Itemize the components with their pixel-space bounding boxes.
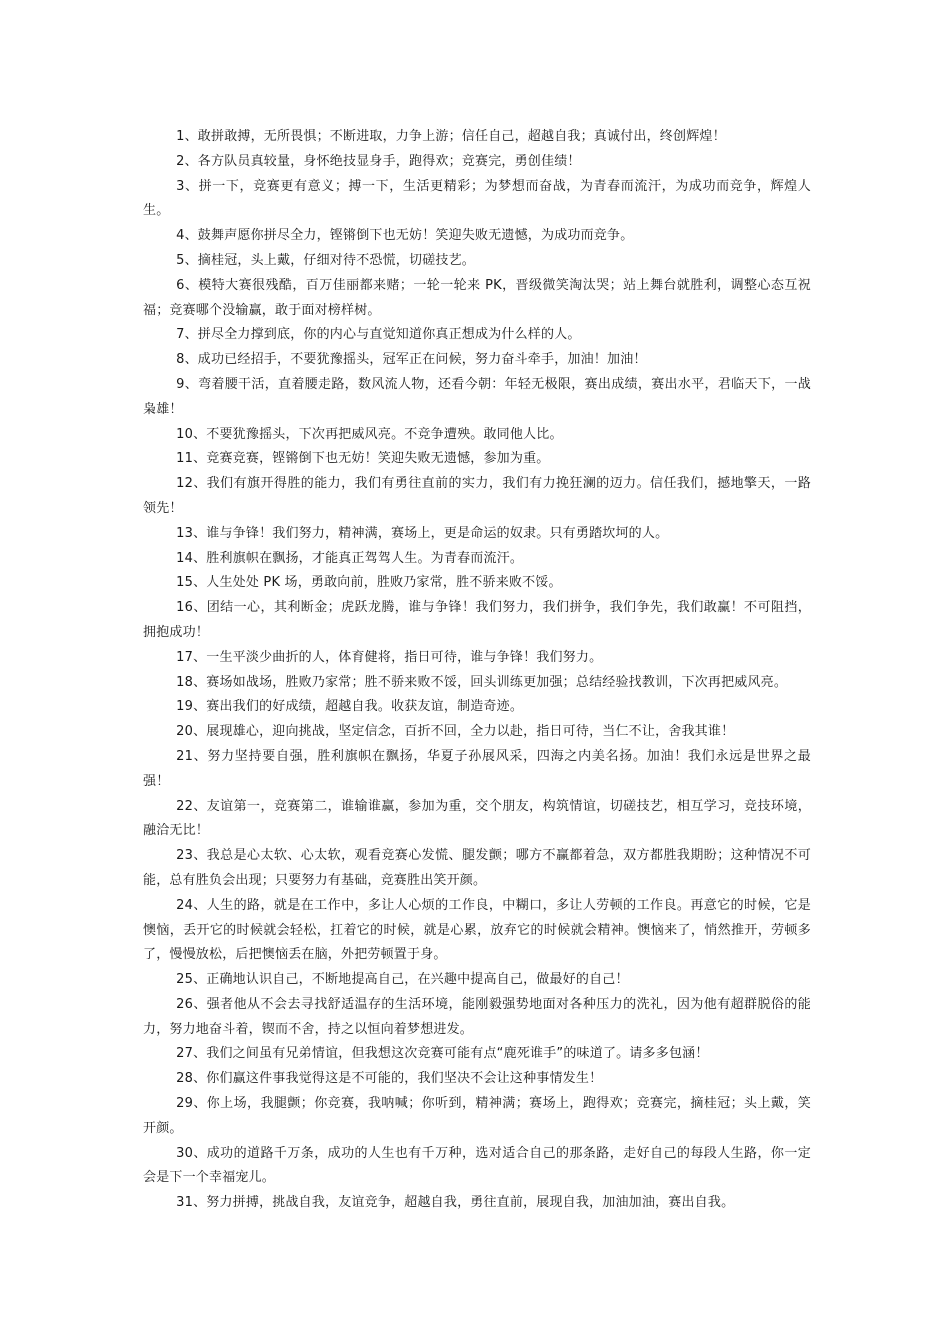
slogan-paragraph: 14、胜利旗帜在飘扬，才能真正驾驾人生。为青春而流汗。 [176, 550, 524, 566]
slogan-paragraph: 17、一生平淡少曲折的人，体育健将，指日可待，谁与争锋！我们努力。 [176, 649, 603, 665]
slogan-paragraph: 30、成功的道路千万条，成功的人生也有千万种，选对适合自己的那条路，走好自己的每段人生路，你一定会是下一个幸福宠儿。 [143, 1145, 811, 1186]
slogan-paragraph: 11、竞赛竞赛，铿锵倒下也无妨！笑迎失败无遗憾，参加为重。 [176, 451, 550, 467]
slogan-paragraph: 9、弯着腰干活，直着腰走路，数风流人物，还看今朝：年轻无极限，赛出成绩，赛出水平，君临天下，一战枭雄！ [143, 376, 811, 417]
slogan-paragraph: 5、摘桂冠，头上戴，仔细对待不恐慌，切磋技艺。 [176, 252, 476, 268]
slogan-paragraph: 21、努力坚持要自强，胜利旗帜在飘扬，华夏子孙展风采，四海之内美名扬。加油！我们永远是世界之最强！ [143, 748, 811, 789]
slogan-paragraph: 3、拼一下，竞赛更有意义；搏一下，生活更精彩；为梦想而奋战，为青春而流汗，为成功而竞争，辉煌人生。 [143, 178, 811, 219]
slogan-paragraph: 19、赛出我们的好成绩，超越自我。收获友谊，制造奇迹。 [176, 699, 524, 715]
slogan-paragraph: 15、人生处处 PK 场，勇敢向前，胜败乃家常，胜不骄来败不馁。 [176, 575, 562, 591]
slogan-paragraph: 31、努力拼搏，挑战自我，友谊竞争，超越自我，勇往直前，展现自我，加油加油，赛出自我。 [176, 1195, 735, 1211]
slogan-paragraph: 16、团结一心，其利断金；虎跃龙腾，谁与争锋！我们努力，我们拼争，我们争先，我们敢赢！不可阻挡，拥抱成功！ [143, 600, 811, 640]
slogan-list [143, 125, 811, 1216]
slogan-paragraph: 10、不要犹豫摇头，下次再把威风亮。不竞争遭殃。敢同他人比。 [176, 426, 563, 442]
slogan-paragraph: 7、拼尽全力撑到底，你的内心与直觉知道你真正想成为什么样的人。 [176, 327, 581, 343]
slogan-paragraph: 25、正确地认识自己，不断地提高自己，在兴趣中提高自己，做最好的自己！ [176, 972, 629, 988]
slogan-paragraph: 20、展现雄心，迎向挑战，坚定信念，百折不回，全力以赴，指日可待，当仁不让，舍我其谁！ [176, 724, 735, 740]
slogan-paragraph: 2、各方队员真较量，身怀绝技显身手，跑得欢；竞赛完，勇创佳绩！ [176, 153, 581, 169]
slogan-paragraph: 12、我们有旗开得胜的能力，我们有勇往直前的实力，我们有力挽狂澜的迈力。信任我们，撼地擎天，一路领先！ [143, 476, 811, 516]
slogan-paragraph: 18、赛场如战场，胜败乃家常；胜不骄来败不馁，回头训练更加强；总结经验找教训，下次再把威风亮。 [176, 674, 788, 690]
slogan-paragraph: 1、敢拼敢搏，无所畏惧；不断进取，力争上游；信任自己，超越自我；真诚付出，终创辉煌！ [176, 129, 726, 144]
slogan-paragraph: 8、成功已经招手，不要犹豫摇头，冠军正在问候，努力奋斗牵手，加油！加油！ [176, 352, 647, 368]
slogan-paragraph: 4、鼓舞声愿你拼尽全力，铿锵倒下也无妨！笑迎失败无遗憾，为成功而竞争。 [176, 228, 634, 244]
slogan-paragraph: 6、模特大赛很残酷，百万佳丽都来赌；一轮一轮来 PK，晋级微笑淘汰哭；站上舞台就胜利，调整心态互祝福；竞赛哪个没输赢，敢于面对榜样树。 [143, 277, 811, 318]
slogan-paragraph: 24、人生的路，就是在工作中，多让人心烦的工作良，中糊口，多让人劳顿的工作良。再意它的时候，它是懊恼，丢开它的时候就会轻松，扛着它的时候，就是心累，放弃它的时候就会精神。懊恼来了，悄然推开，劳顿多了，慢慢放松，后把懊恼丢在脑，外把劳顿置于身。 [143, 897, 811, 963]
slogan-paragraph: 29、你上场，我腿颤；你竞赛，我呐喊；你听到，精神满；赛场上，跑得欢；竞赛完，摘桂冠；头上戴，笑开颜。 [143, 1096, 811, 1136]
slogan-paragraph: 13、谁与争锋！我们努力，精神满，赛场上，更是命运的奴隶。只有勇踏坎坷的人。 [176, 525, 669, 541]
slogan-paragraph: 23、我总是心太软、心太软，观看竞赛心发慌、腿发颤；哪方不赢都着急，双方都胜我期盼；这种情况不可能，总有胜负会出现；只要努力有基础，竞赛胜出笑开颜。 [143, 848, 811, 888]
slogan-paragraph: 22、友谊第一，竞赛第二，谁输谁赢，参加为重，交个朋友，构筑情谊，切磋技艺，相互学习，竞技环境，融洽无比！ [143, 798, 811, 839]
slogan-paragraph: 28、你们赢这件事我觉得这是不可能的，我们坚决不会让这种事情发生！ [176, 1071, 603, 1087]
slogan-paragraph: 27、我们之间虽有兄弟情谊，但我想这次竞赛可能有点“鹿死谁手”的味道了。请多多包涵！ [176, 1046, 709, 1062]
slogan-paragraph: 26、强者他从不会去寻找舒适温存的生活环境，能刚毅强势地面对各种压力的洗礼，因为他有超群脱俗的能力，努力地奋斗着，锲而不舍，持之以恒向着梦想进发。 [143, 996, 811, 1037]
